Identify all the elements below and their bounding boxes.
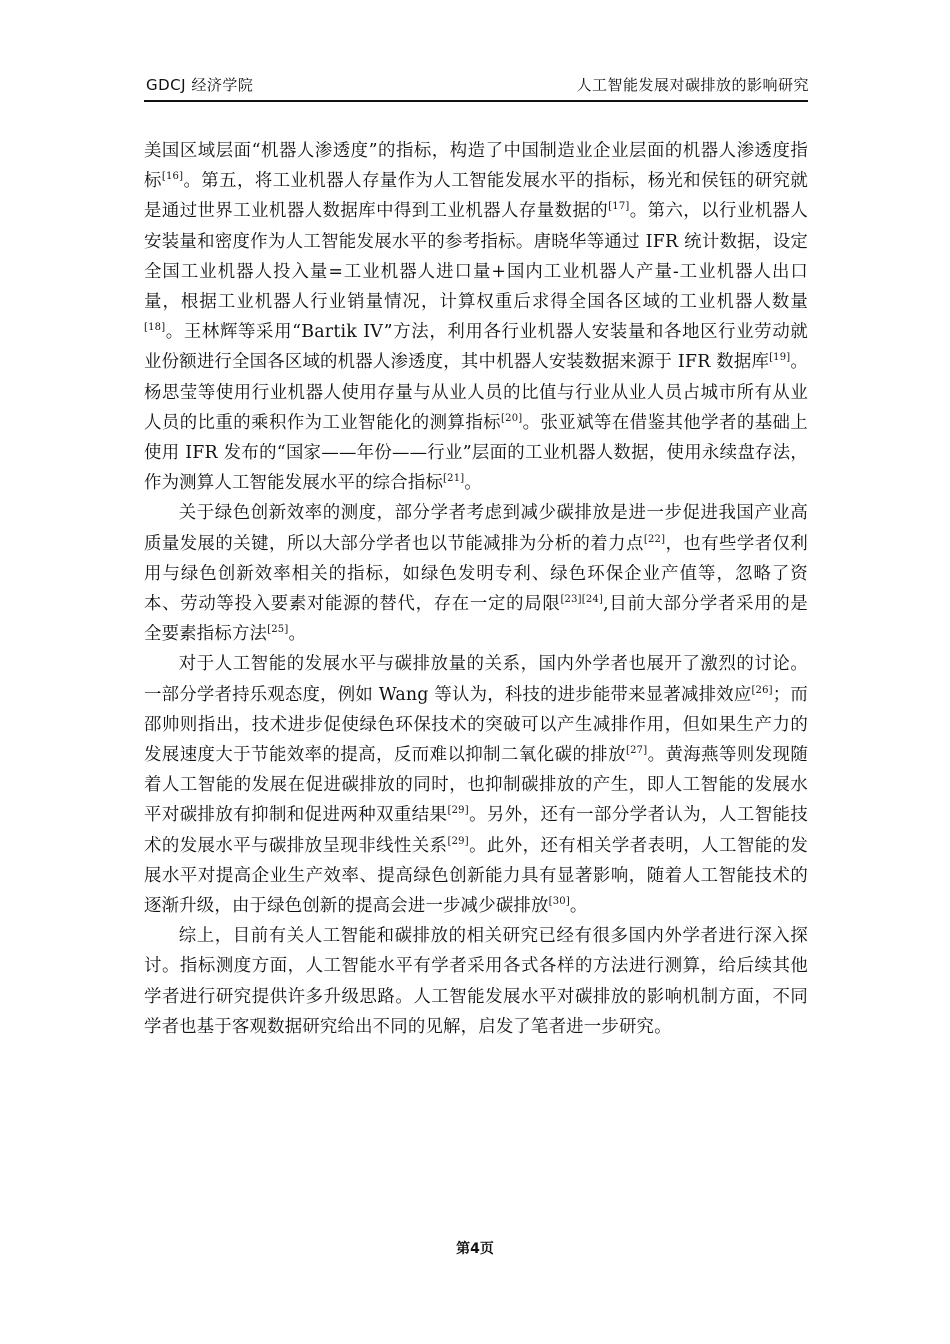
header-title: 人工智能发展对碳排放的影响研究 (576, 76, 809, 94)
paragraph (144, 649, 808, 921)
citation-ref: [22] (643, 533, 666, 545)
paragraph-text: 。杨思莹等使用行业机器人使用存量与从业人员的比值与行业从业人员占城市所有从业人员的比重的乘积作为工业智能化的测算指标 (144, 352, 808, 433)
paragraph-text: 关于绿色创新效率的测度，部分学者考虑到减少碳排放是进一步促进我国产业高质量发展的关键，所以大部分学者也以节能减排为分析的着力点 (144, 503, 808, 554)
paragraph-text: 。另外，还有一部分学者认为，人工智能技术的发展水平与碳排放呈现非线性关系 (144, 805, 808, 856)
paragraph-text: 。王林辉等采用“Bartik IV”方法，利用各行业机器人安装量和各地区行业劳动就业份额进行全国各区域的机器人渗透度，其中机器人安装数据来源于 IFR 数据库 (144, 322, 808, 373)
citation-ref: [29] (447, 835, 469, 847)
header-divider (144, 100, 808, 102)
paragraph-text: 。第六，以行业机器人安装量和密度作为人工智能发展水平的参考指标。唐晓华等通过 IFR 统计数据，设定全国工业机器人投入量=工业机器人进口量+国内工业机器人产量-工业机器人出口量，根据工业机器人行业销量情况，计算权重后求得全国各区域的工业机器人数量 (144, 201, 809, 313)
header-institution: GDCJ 经济学院 (146, 76, 254, 94)
paragraph-text: ；而邵帅则指出，技术进步促使绿色环保技术的突破可以产生减排作用，但如果生产力的发展速度大于节能效率的提高，反而难以抑制二氧化碳的排放 (144, 684, 808, 766)
paragraph-text: ,目前大部分学者采用的是全要素指标方法 (144, 594, 808, 645)
body-text (144, 136, 808, 1042)
citation-ref: [29] (447, 805, 469, 817)
paragraph-text: ，也有些学者仅利用与绿色创新效率相关的指标，如绿色发明专利、绿色环保企业产值等，忽略了资本、劳动等投入要素对能源的替代，存在一定的局限 (144, 533, 809, 615)
paragraph-text: 。第五，将工业机器人存量作为人工智能发展水平的指标，杨光和侯钰的研究就是通过世界工业机器人数据库中得到工业机器人存量数据的 (144, 171, 808, 222)
citation-ref: [18] (144, 322, 166, 334)
paragraph-text: 。此外，还有相关学者表明，人工智能的发展水平对提高企业生产效率、提高绿色创新能力具有显著影响，随着人工智能技术的逐渐升级，由于绿色创新的提高会进一步减少碳排放 (144, 835, 808, 917)
paragraph-text: 。 (464, 473, 482, 494)
citation-ref: [16] (161, 171, 184, 183)
citation-ref: [17] (608, 201, 630, 213)
citation-ref: [27] (626, 745, 648, 757)
citation-ref: [19] (769, 352, 791, 364)
citation-ref: [30] (548, 896, 570, 908)
paragraph-text: 。张亚斌等在借鉴其他学者的基础上使用 IFR 发布的“国家——年份——行业”层面的工业机器人数据，使用永续盘存法，作为测算人工智能发展水平的综合指标 (144, 412, 809, 494)
paragraph-text: 对于人工智能的发展水平与碳排放量的关系，国内外学者也展开了激烈的讨论。一部分学者持乐观态度，例如 Wang 等认为，科技的进步能带来显著减排效应 (144, 654, 808, 705)
paragraph-text: 。 (288, 624, 307, 645)
paragraph-text: 。 (569, 896, 588, 917)
paragraph (144, 498, 808, 649)
paragraph-text: 综上，目前有关人工智能和碳排放的相关研究已经有很多国内外学者进行深入探讨。指标测度方面，人工智能水平有学者采用各式各样的方法进行测算，给后续其他学者进行研究提供许多升级思路。人工智能发展水平对碳排放的影响机制方面，不同学者也基于客观数据研究给出不同的见解，启发了笔者进一步研究。 (144, 926, 808, 1037)
citation-ref: [21] (443, 473, 465, 485)
citation-ref: [20] (501, 413, 523, 425)
citation-ref: [25] (267, 624, 289, 636)
paragraph-text: 美国区域层面“机器人渗透度”的指标，构造了中国制造业企业层面的机器人渗透度指标 (144, 141, 808, 192)
page-number: 第4页 (456, 1241, 494, 1257)
citation-ref: [23][24] (560, 594, 604, 606)
paragraph (144, 921, 808, 1042)
citation-ref: [26] (751, 684, 773, 696)
paragraph-text: 。黄海燕等则发现随着人工智能的发展在促进碳排放的同时，也抑制碳排放的产生，即人工智能的发展水平对碳排放有抑制和促进两种双重结果 (144, 745, 808, 826)
paragraph (144, 136, 808, 498)
